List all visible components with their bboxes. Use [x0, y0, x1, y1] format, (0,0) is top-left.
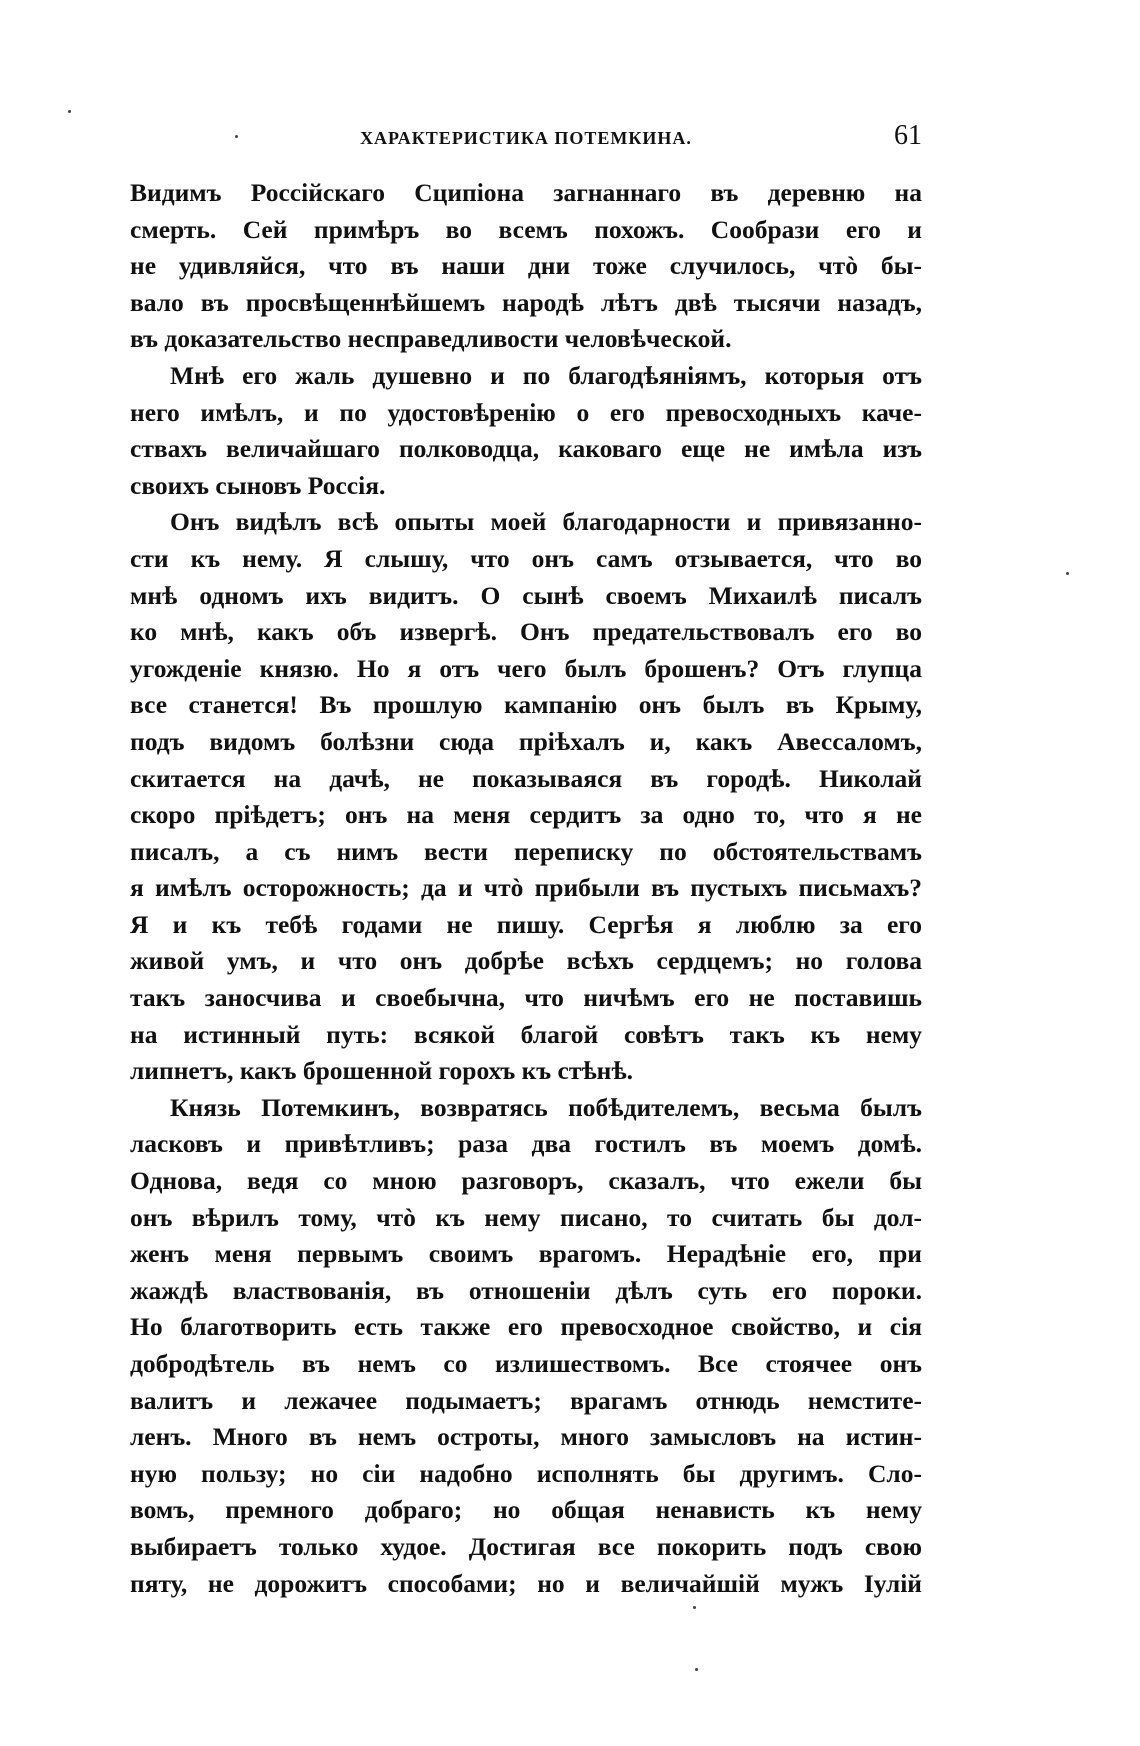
print-speck	[693, 1606, 696, 1609]
text-line: не удивляйся, что въ наши дни тоже случилось, чтò бы-	[130, 251, 922, 281]
text-line: такъ заносчива и своебычна, что ничѣмъ его не поставишь	[130, 983, 922, 1013]
text-line: все станется! Въ прошлую кампанію онъ былъ въ Крыму,	[130, 690, 922, 720]
text-line: Однова, ведя со мною разговоръ, сказалъ, что ежели бы	[130, 1166, 922, 1196]
text-line: липнетъ, какъ брошенной горохъ къ стѣнѣ.	[130, 1056, 634, 1086]
text-line: угожденіе князю. Но я отъ чего былъ брошенъ? Отъ глупца	[130, 653, 922, 683]
print-speck	[235, 135, 238, 138]
text-line: подъ видомъ болѣзни сюда пріѣхалъ и, какъ Авессаломъ,	[130, 726, 922, 756]
text-line: я имѣлъ осторожность; да и чтò прибыли въ пустыхъ письмахъ?	[130, 873, 922, 903]
text-line: жаждѣ властвованія, въ отношеніи дѣлъ суть его пороки.	[130, 1275, 922, 1305]
text-line: Но благотворить есть также его превосходное свойство, и сія	[130, 1312, 922, 1342]
text-line: вомъ, премного добраго; но общая ненависть къ нему	[130, 1495, 922, 1525]
print-speck	[1066, 572, 1069, 575]
text-line: валитъ и лежачее подымаетъ; врагамъ отнюдь немстите-	[130, 1385, 922, 1415]
text-line: пяту, не дорожитъ способами; но и величайшій мужъ Іулій	[130, 1568, 922, 1598]
text-line: ленъ. Много въ немъ остроты, много замысловъ на истин-	[130, 1422, 922, 1452]
text-line: Князь Потемкинъ, возвратясь побѣдителемъ, весьма былъ	[170, 1092, 922, 1122]
text-line: мнѣ одномъ ихъ видитъ. О сынѣ своемъ Михаилѣ писалъ	[130, 580, 922, 610]
text-line: Онъ видѣлъ всѣ опыты моей благодарности и привязанно-	[170, 507, 922, 537]
text-line: ко мнѣ, какъ объ извергѣ. Онъ предательствовалъ его во	[130, 617, 922, 647]
text-line: смерть. Сей примѣръ во всемъ похожъ. Сообрази его и	[130, 214, 922, 244]
text-line: выбираетъ только худое. Достигая все покорить подъ свою	[130, 1531, 922, 1561]
text-line: скитается на дачѣ, не показываяся въ городѣ. Николай	[130, 763, 922, 793]
text-line: онъ вѣрилъ тому, чтò къ нему писано, то считать бы дол-	[130, 1202, 922, 1232]
text-line: на истинный путь: всякой благой совѣтъ такъ къ нему	[130, 1019, 922, 1049]
print-speck	[695, 1668, 698, 1671]
text-line: него имѣлъ, и по удостовѣренію о его превосходныхъ каче-	[130, 397, 922, 427]
running-head	[130, 118, 922, 158]
text-line: своихъ сыновъ Россія.	[130, 470, 386, 500]
body-text	[130, 175, 922, 1602]
text-line: женъ меня первымъ своимъ врагомъ. Нерадѣніе его, при	[130, 1239, 922, 1269]
text-line: въ доказательство несправедливости человѣческой.	[130, 324, 732, 354]
text-line: добродѣтель въ немъ со излишествомъ. Все стоячее онъ	[130, 1349, 922, 1378]
print-speck	[68, 110, 71, 113]
text-line: ную пользу; но сіи надобно исполнять бы другимъ. Сло-	[130, 1458, 922, 1488]
page-number: 61	[894, 120, 922, 151]
text-line: скоро пріѣдетъ; онъ на меня сердитъ за одно то, что я не	[130, 800, 922, 830]
text-line: Видимъ Россійскаго Сципіона загнаннаго въ деревню на	[130, 178, 922, 207]
text-line: ствахъ величайшаго полководца, каковаго еще не имѣла изъ	[130, 434, 922, 464]
text-line: сти къ нему. Я слышу, что онъ самъ отзывается, что во	[130, 543, 922, 573]
text-line: вало въ просвѣщеннѣйшемъ народѣ лѣтъ двѣ тысячи назадъ,	[130, 287, 922, 317]
text-line: живой умъ, и что онъ добрѣе всѣхъ сердцемъ; но голова	[130, 946, 922, 976]
text-line: Я и къ тебѣ годами не пишу. Сергѣя я люблю за его	[130, 909, 922, 939]
text-line: ласковъ и привѣтливъ; раза два гостилъ въ моемъ домѣ.	[130, 1129, 922, 1159]
running-title: ХАРАКТЕРИСТИКА ПОТЕМКИНА.	[360, 128, 692, 148]
text-line: Мнѣ его жаль душевно и по благодѣяніямъ, которыя отъ	[170, 360, 922, 390]
text-line: писалъ, а съ нимъ вести переписку по обстоятельствамъ	[130, 836, 922, 866]
